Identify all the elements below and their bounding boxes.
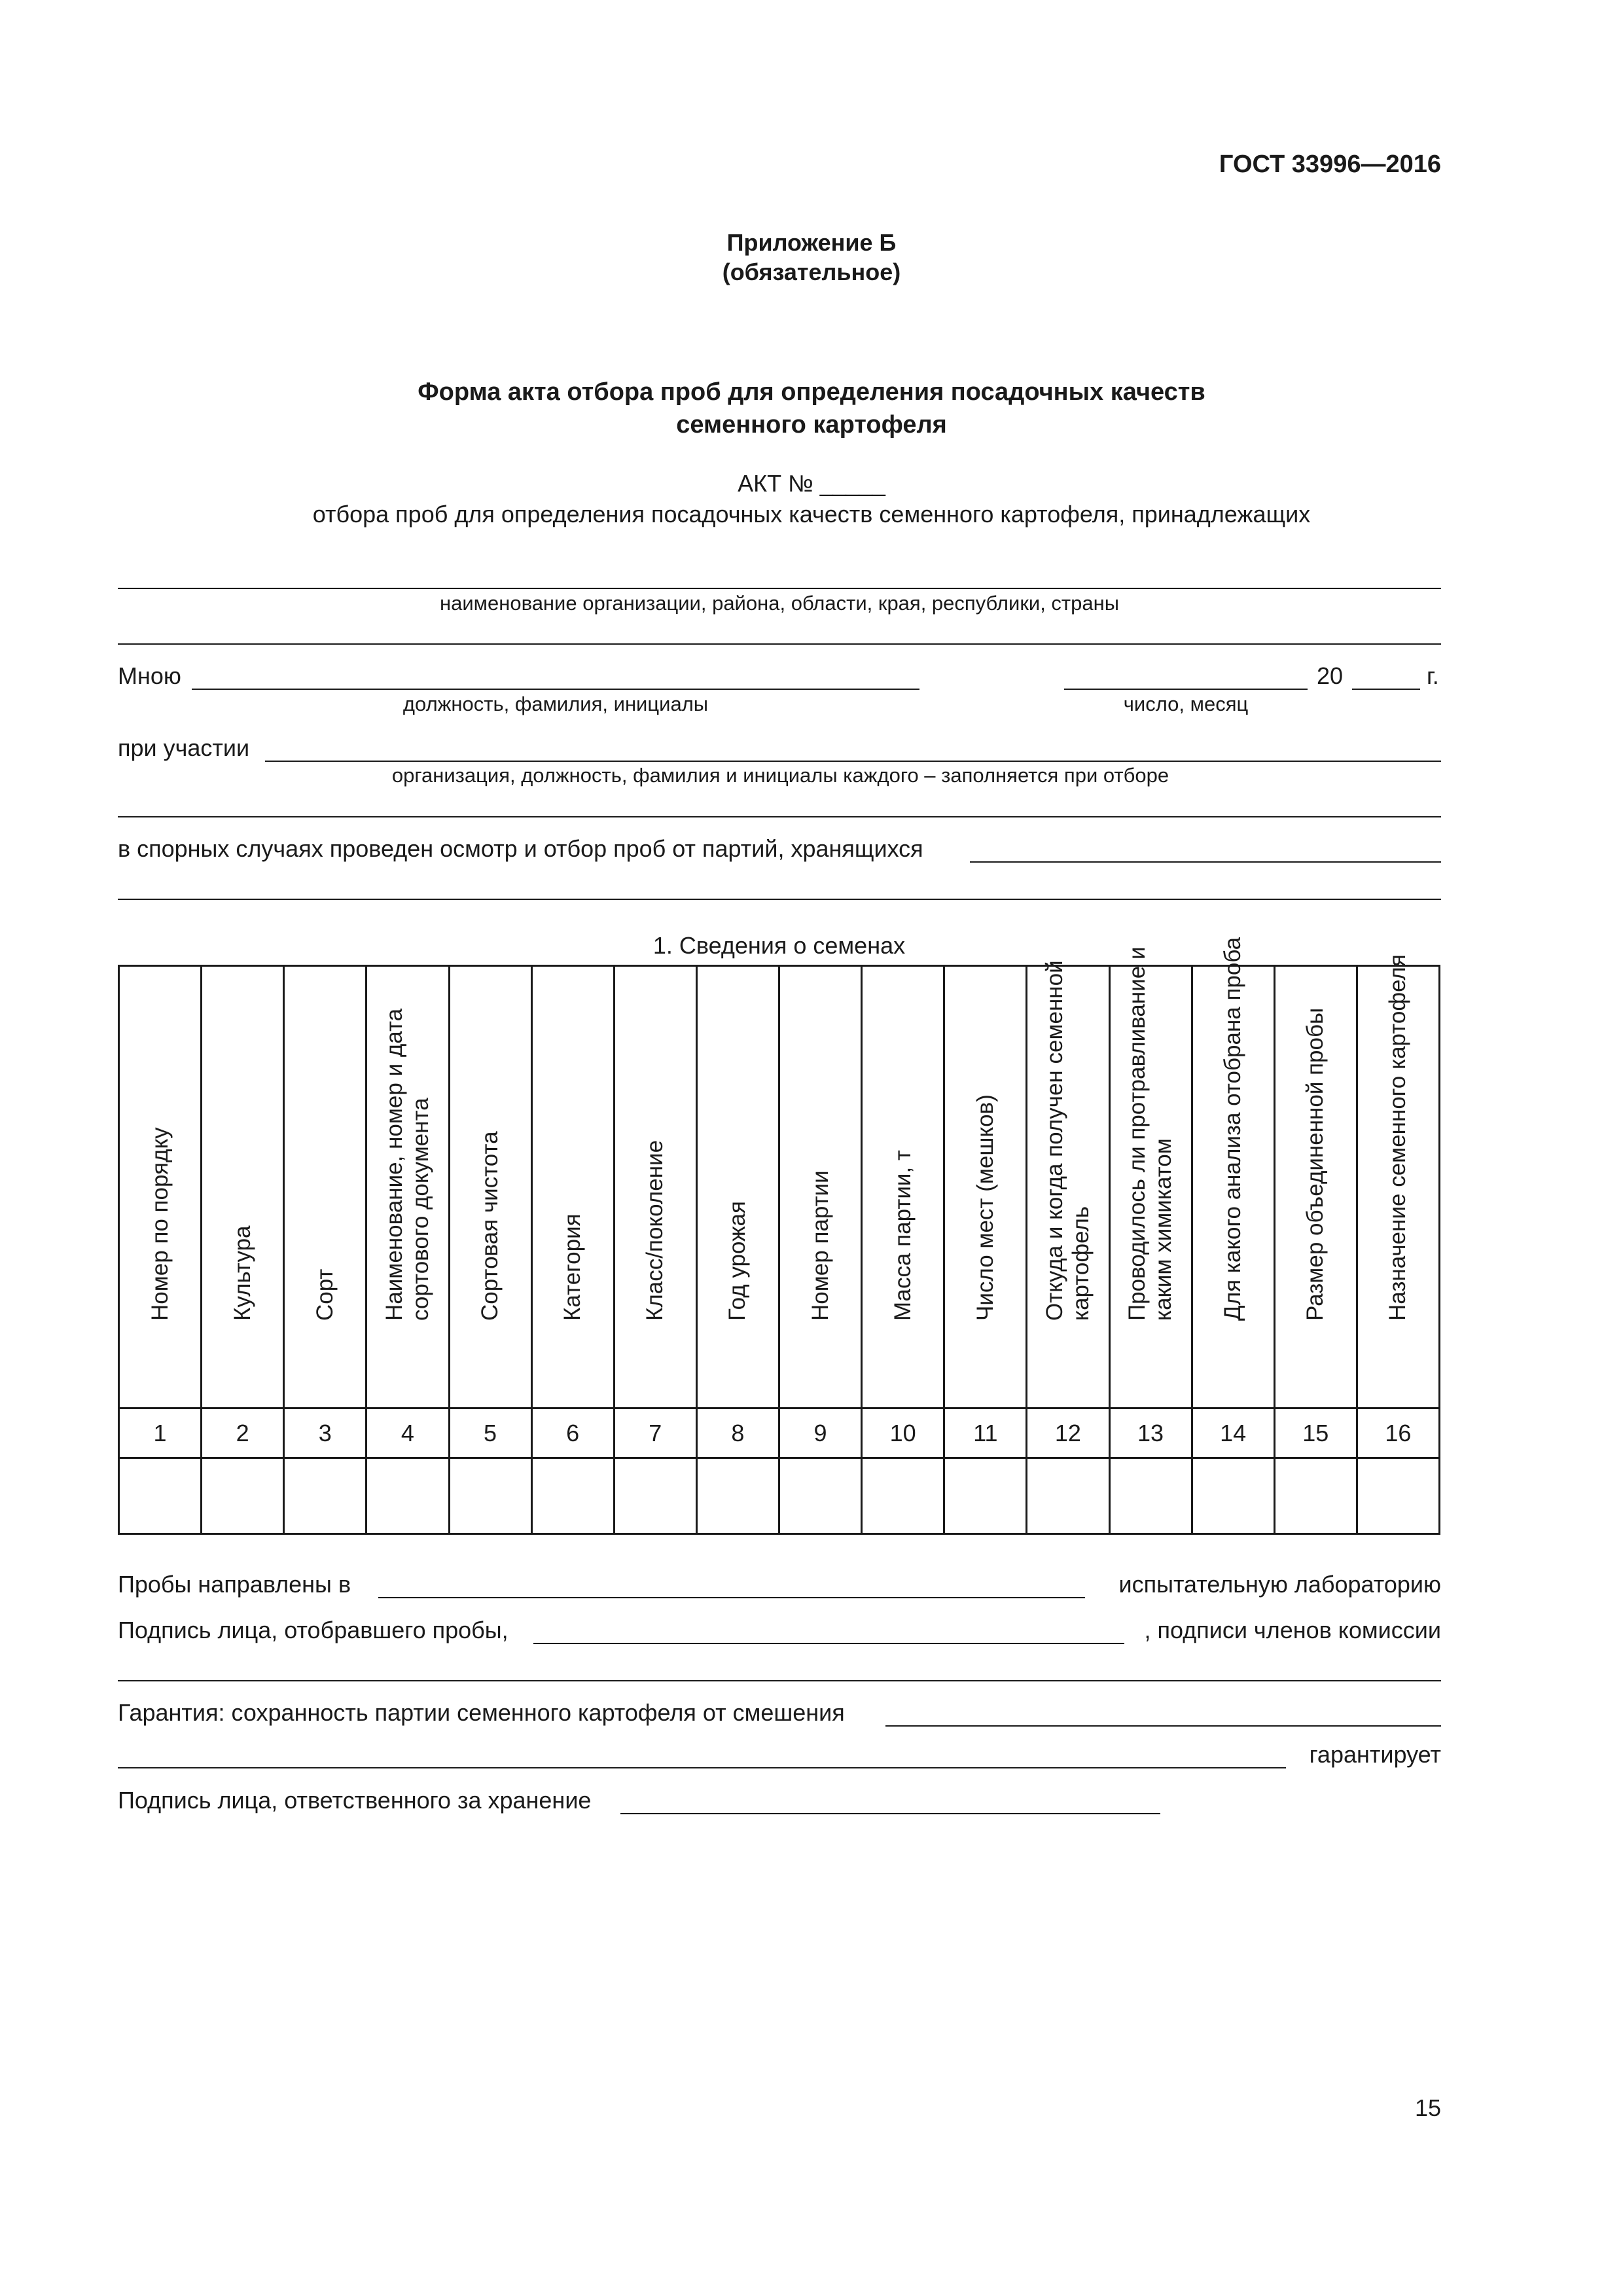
sampler-signature-label: Подпись лица, отобравшего пробы, [118,1617,508,1643]
column-header: Категория [531,966,614,1408]
participants-caption: организация, должность, фамилия и инициалы каждого – заполняется при отборе [391,764,1169,787]
table-header-row [119,966,1440,1408]
column-header: Год урожая [696,966,779,1408]
table-cell[interactable] [1357,1458,1439,1534]
date-line[interactable] [1064,689,1308,690]
table-cell[interactable] [202,1458,284,1534]
column-number: 15 [1274,1408,1357,1458]
participants-line-2[interactable] [118,816,1441,817]
commission-signatures-label: , подписи членов комиссии [1144,1617,1441,1643]
date-caption: число, месяц [1123,692,1249,715]
column-header: Проводилось ли протравливание и каким химикатом [1109,966,1192,1408]
appendix-status: (обязательное) [722,259,901,285]
table-cell[interactable] [1192,1458,1274,1534]
column-number: 1 [119,1408,202,1458]
storage-signature-line[interactable] [620,1813,1160,1814]
column-number: 10 [862,1408,944,1458]
column-number: 2 [202,1408,284,1458]
column-number: 14 [1192,1408,1274,1458]
table-cell[interactable] [1109,1458,1192,1534]
storage-signature-label: Подпись лица, ответственного за хранение [118,1787,592,1814]
table-cell[interactable] [1027,1458,1109,1534]
column-header: Культура [202,966,284,1408]
act-number: АКТ № _____ [738,470,885,497]
column-header: Число мест (мешков) [944,966,1027,1408]
laboratory-line[interactable] [378,1597,1085,1598]
participants-line[interactable] [265,761,1441,762]
position-line[interactable] [192,689,919,690]
table-cell[interactable] [944,1458,1027,1534]
column-number: 13 [1109,1408,1192,1458]
year-suffix: г. [1427,662,1439,689]
table-cell[interactable] [119,1458,202,1534]
column-number-row [119,1408,1440,1458]
column-header: Откуда и когда получен семенной картофель [1027,966,1109,1408]
table-section-title: 1. Сведения о семенах [652,932,906,959]
year-prefix: 20 [1317,662,1344,689]
column-number: 8 [696,1408,779,1458]
column-number: 3 [284,1408,366,1458]
table-cell[interactable] [284,1458,366,1534]
year-line[interactable] [1352,689,1420,690]
table-cell[interactable] [1274,1458,1357,1534]
storage-place-line[interactable] [970,861,1441,863]
column-number: 7 [614,1408,696,1458]
column-number: 11 [944,1408,1027,1458]
laboratory-label: испытательную лабораторию [1118,1571,1441,1598]
column-header: Сортовая чистота [449,966,531,1408]
table-cell[interactable] [366,1458,449,1534]
commission-signatures-line[interactable] [118,1680,1441,1681]
column-header: Назначение семенного картофеля [1357,966,1439,1408]
storage-place-line-2[interactable] [118,899,1441,900]
column-header: Масса партии, т [862,966,944,1408]
table-cell[interactable] [862,1458,944,1534]
disputes-label: в спорных случаях проведен осмотр и отбор проб от партий, хранящихся [118,835,923,862]
table-cell[interactable] [696,1458,779,1534]
guarantees-label: гарантирует [1309,1741,1441,1768]
organization-caption: наименование организации, района, области, края, республики, страны [439,592,1119,615]
sent-to-label: Пробы направлены в [118,1571,351,1598]
column-header: Размер объединенной пробы [1274,966,1357,1408]
appendix-title: Приложение Б [726,229,897,256]
organization-line[interactable] [118,588,1441,589]
table-cell[interactable] [614,1458,696,1534]
column-header: Класс/поколение [614,966,696,1408]
standard-code: ГОСТ 33996—2016 [1219,151,1441,178]
column-header: Номер партии [779,966,862,1408]
table-row [119,1458,1440,1534]
sampler-signature-line[interactable] [533,1643,1124,1644]
column-number: 16 [1357,1408,1439,1458]
table-cell[interactable] [531,1458,614,1534]
guarantee-line-2[interactable] [118,1767,1286,1768]
participation-label: при участии [118,734,250,761]
table-cell[interactable] [779,1458,862,1534]
form-title-line1: Форма акта отбора проб для определения посадочных качеств [418,378,1205,406]
column-number: 12 [1027,1408,1109,1458]
table-cell[interactable] [449,1458,531,1534]
page-number: 15 [1414,2094,1441,2121]
column-header: Сорт [284,966,366,1408]
column-number: 9 [779,1408,862,1458]
guarantee-line[interactable] [885,1725,1441,1727]
column-number: 6 [531,1408,614,1458]
act-subtitle: отбора проб для определения посадочных качеств семенного картофеля, принадлежащих [312,501,1311,528]
by-me-label: Мною [118,662,181,689]
organization-line-2[interactable] [118,643,1441,645]
column-header: Наименование, номер и дата сортового документа [366,966,449,1408]
column-header: Номер по порядку [119,966,202,1408]
guarantee-label: Гарантия: сохранность партии семенного картофеля от смешения [118,1699,845,1726]
position-caption: должность, фамилия, инициалы [402,692,709,715]
column-number: 5 [449,1408,531,1458]
column-header: Для какого анализа отобрана проба [1192,966,1274,1408]
column-number: 4 [366,1408,449,1458]
form-title-line2: семенного картофеля [676,411,947,439]
